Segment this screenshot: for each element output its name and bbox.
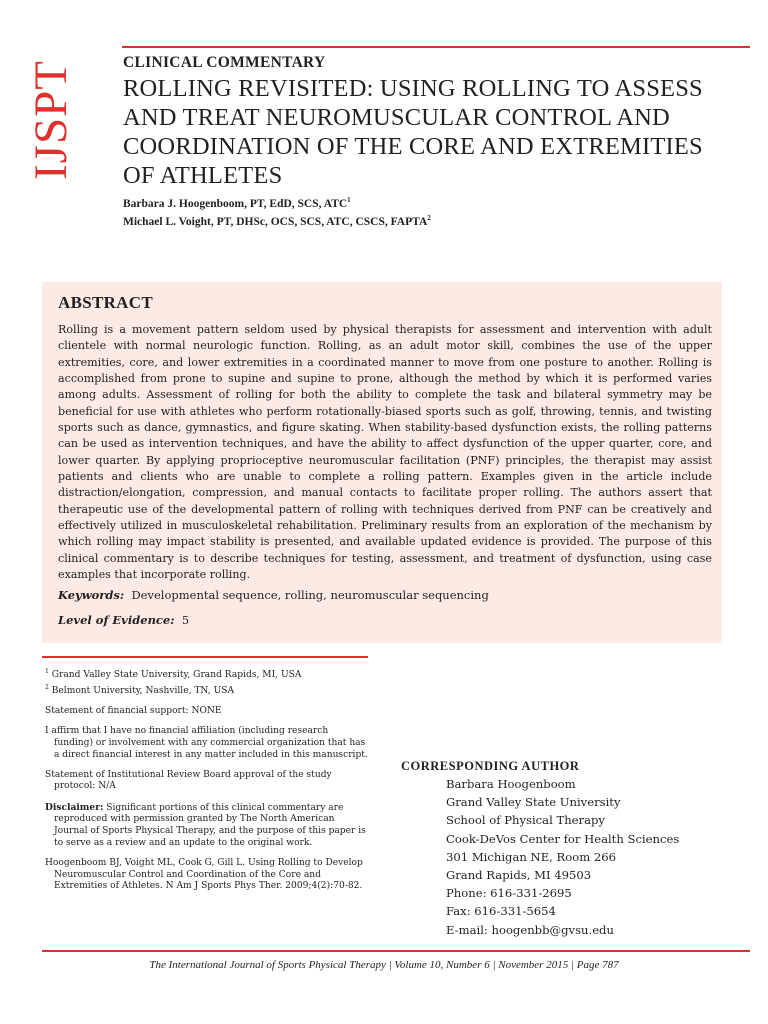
title-line: OF ATHLETES: [123, 162, 283, 189]
level-label: Level of Evidence:: [58, 613, 175, 627]
header-rule: [122, 46, 750, 48]
financial-support-note: Statement of financial support: NONE: [45, 705, 222, 716]
author: [123, 193, 431, 211]
disclaimer-note: [45, 802, 370, 850]
affiliation-note: [45, 666, 370, 682]
abstract-heading: ABSTRACT: [58, 293, 153, 312]
corresponding-author-name: Barbara Hoogenboom: [446, 777, 576, 791]
corresponding-author-heading: CORRESPONDING AUTHOR: [401, 759, 580, 773]
address-line: Grand Rapids, MI 49503: [446, 868, 592, 883]
ijspt-logo-text: IJSPT: [25, 60, 77, 180]
article-title: [123, 74, 753, 190]
address-line: Grand Valley State University: [446, 795, 621, 810]
ijspt-logo: [18, 40, 78, 200]
footer-rule: [42, 950, 750, 952]
author-name: Michael L. Voight, PT, DHSc, OCS, SCS, ATC, CSCS, FAPTA: [123, 216, 428, 229]
author: [123, 211, 431, 229]
disclaimer-label: Disclaimer:: [45, 801, 104, 813]
level-value: 5: [181, 613, 190, 627]
email-line: E-mail: hoogenbb@gvsu.edu: [446, 922, 614, 937]
affiliation-text: Belmont University, Nashville, TN, USA: [51, 685, 235, 696]
address-line: School of Physical Therapy: [446, 813, 605, 828]
author-affiliation-mark: 2: [427, 214, 431, 223]
keywords: [58, 588, 489, 602]
section-label: CLINICAL COMMENTARY: [123, 54, 326, 71]
address-line: 301 Michigan NE, Room 266: [446, 849, 617, 864]
title-line: ROLLING REVISITED: USING ROLLING TO ASSESS: [123, 75, 703, 102]
title-line: COORDINATION OF THE CORE AND EXTREMITIES: [123, 133, 703, 160]
affiliation-number: 2: [45, 683, 49, 691]
author-list: [123, 193, 431, 230]
page-footer: The International Journal of Sports Physical Therapy | Volume 10, Number 6 | November 2015 | Page 787: [149, 959, 619, 971]
fax-line: Fax: 616-331-5654: [446, 904, 556, 919]
level-of-evidence: [58, 613, 189, 627]
author-name: Barbara J. Hoogenboom, PT, EdD, SCS, ATC: [123, 197, 348, 210]
affiliation-text: Grand Valley State University, Grand Rapids, MI, USA: [51, 670, 302, 681]
citation-note: Hoogenboom BJ, Voight ML, Cook G, Gill L. Using Rolling to Develop Neuromuscular Control and Coordination of the Core and Extremities of Athletes. N Am J Sports Phys Ther. 2009;4(2):70-82.: [45, 858, 363, 892]
abstract-body: Rolling is a movement pattern seldom used by physical therapists for assessment and intervention with adult clientele with normal neurologic function. Rolling, as an adult motor skill, combines the use of the upper extremities, core, and lower extremities in a coordinated manner to move from one posture to another. Rolling is accomplished from prone to supine and supine to prone, although the method by which it is performed varies among adults. Assessment of rolling for both the ability to complete the task and bilateral symmetry may be beneficial for use with athletes who perform rotationally-biased sports such as golf, throwing, tennis, and twisting sports such as dance, gymnastics, and figure skating. When stability-based dysfunction exists, the rolling patterns can be used as intervention techniques, and have the ability to affect dysfunction of the upper quarter, core, and lower quarter. By applying proprioceptive neuromuscular facilitation (PNF) principles, the therapist may assist patients and clients who are unable to complete a rolling pattern. Examples given in the article include distraction/elongation, compression, and manual contacts to facilitate proper rolling. The authors assert that therapeutic use of the developmental pattern of rolling with techniques derived from PNF can be creatively and effectively utilized in musculoskeletal rehabilitation. Preliminary results from an exploration of the mechanism by which rolling may impact stability is presented, and available updated evidence is provided. The purpose of this clinical commentary is to describe techniques for testing, assessment, and treatment of dysfunction, using case examples that incorporate rolling.: [58, 323, 712, 582]
title-line: AND TREAT NEUROMUSCULAR CONTROL AND: [123, 104, 670, 131]
affirmation-note: I affirm that I have no financial affiliation (including research funding) or involvement with any commercial organization that has a direct financial interest in any matter included in this manuscript.: [45, 726, 368, 760]
corresponding-author-details: [446, 775, 679, 939]
keywords-value: Developmental sequence, rolling, neuromuscular sequencing: [131, 588, 489, 602]
address-line: Cook-DeVos Center for Health Sciences: [446, 831, 680, 846]
affiliation-note: [45, 682, 370, 698]
phone-line: Phone: 616-331-2695: [446, 886, 572, 901]
irb-note: Statement of Institutional Review Board approval of the study protocol: N/A: [45, 769, 332, 792]
author-affiliation-mark: 1: [347, 196, 351, 204]
affiliation-number: 1: [45, 668, 49, 675]
abstract-box: [42, 282, 722, 643]
disclaimer-text: Significant portions of this clinical commentary are reproduced with permission granted by The North American Journal of Sports Physical Therapy, and the purpose of this paper is to serve as a review and an update to the original work.: [54, 802, 366, 848]
footnotes: [45, 666, 370, 902]
keywords-label: Keywords:: [58, 588, 125, 602]
notes-rule: [42, 656, 368, 658]
